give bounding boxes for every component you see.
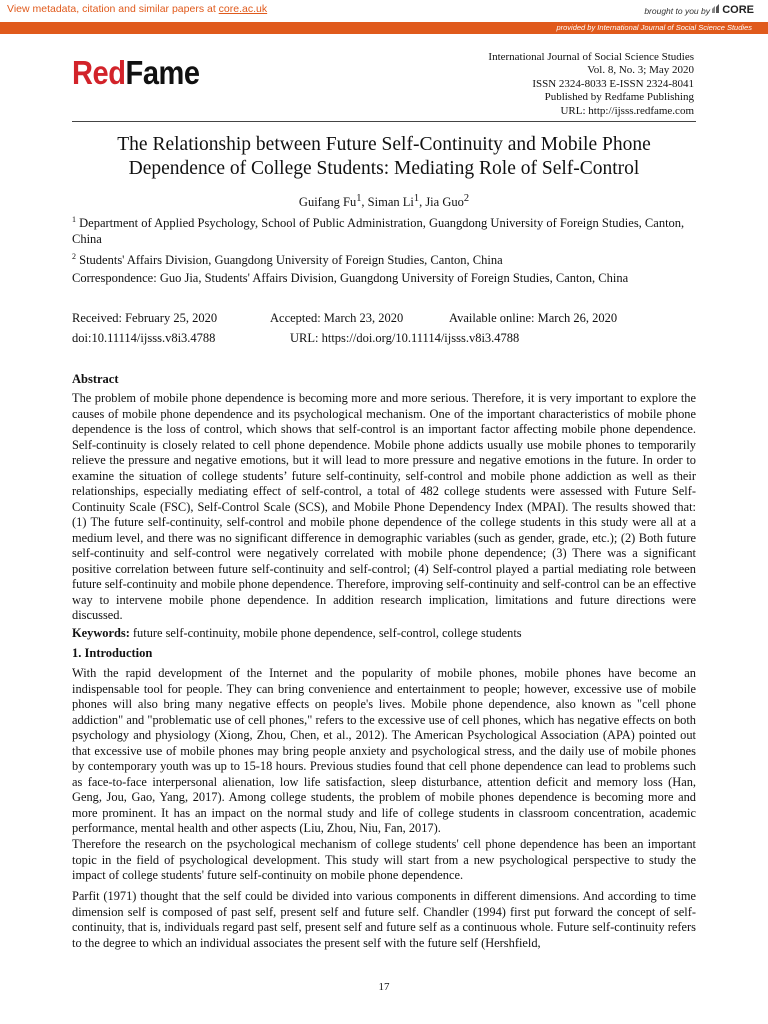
author-name: Siman Li	[367, 195, 414, 210]
doi-url[interactable]: URL: https://doi.org/10.11114/ijsss.v8i3.4788	[290, 331, 520, 345]
page-number: 17	[378, 981, 390, 993]
core-banner	[0, 0, 768, 34]
paper-title: The Relationship between Future Self-Continuity and Mobile Phone Dependence of College Students: Mediating Role of Self-Control	[117, 134, 651, 179]
journal-name: International Journal of Social Science Studies	[488, 51, 694, 63]
abstract-heading: Abstract	[72, 372, 119, 386]
abstract-text: The problem of mobile phone dependence is becoming more and more serious. Therefore, it is very important to explore the causes of mobile phone dependence and its psychological mechanism. One of the important characteristics of mobile phone dependence is the loss of control, which shows that self-control is an important factor affecting mobile phone dependence. Self-continuity is closely related to cell phone dependence. Mobile phone addicts usually use mobile phones to temporarily relieve the pressure and negative emotions, but it will lead to more pressure and negative emotions in the future. In order to examine the situation of college students’ future self-continuity, self-control and mobile phone addiction as well as their relationships, especially mediating effect of self-control, a total of 482 college students were assessed with Future Self-Continuity Scale (FSC), Self-Control Scale (SCS), and Mobile Phone Dependency Index (MPAI). The results showed that: (1) The future self-continuity, self-control and mobile phone dependence of the college students in this study were all at a medium level, and there was no significant difference in demographic variables (such as gender, grade, etc.); (2) Both future self-continuity and self-control were negatively correlated with mobile phone dependence; (3) There was a significant positive correlation between future self-continuity and self-control; (4) Self-control played a partial mediating role between future self-continuity and mobile phone dependence. Therefore, improving self-continuity and self-control can be an effective way to intervene mobile phone dependence. In addition research implication, limitations and future directions were discussed.	[72, 391, 696, 622]
keywords: Keywords: future self-continuity, mobile phone dependence, self-control, college students	[72, 626, 522, 640]
journal-url: URL: http://ijsss.redfame.com	[560, 104, 694, 117]
received-date: Received: February 25, 2020	[72, 311, 218, 325]
provided-by-text[interactable]: provided by International Journal of Social Science Studies	[556, 23, 752, 32]
correspondence: Correspondence: Guo Jia, Students' Affairs Division, Guangdong University of Foreign Studies, Canton, China	[72, 271, 629, 285]
core-logo-icon	[711, 3, 720, 14]
intro-paragraph-2: Therefore the research on the psychological mechanism of college students' cell phone dependence has been an important topic in the field of psychological development. This study will start from a new psychological perspective to study the impact of college students' future self-continuity on mobile phone dependence.	[72, 837, 696, 882]
brought-to-you-by-text: brought to you by	[644, 6, 710, 16]
core-metadata-link[interactable]: View metadata, citation and similar papers at core.ac.uk	[7, 3, 268, 15]
intro-heading: 1. Introduction	[72, 646, 153, 660]
core-provided-bar	[0, 22, 768, 34]
affiliation-2: $^2$ Students' Affairs Division, Guangdong University of Foreign Studies, Canton, China	[72, 252, 503, 268]
author-name: Jia Guo	[425, 195, 464, 210]
accepted-date: Accepted: March 23, 2020	[270, 311, 404, 325]
journal-issn: ISSN 2324-8033 E-ISSN 2324-8041	[532, 77, 694, 90]
core-logo[interactable]: CORE	[711, 3, 754, 16]
core-banner-top	[0, 0, 768, 23]
journal-publisher: Published by Redfame Publishing	[544, 91, 694, 104]
redfame-logo: RedFame	[72, 54, 200, 91]
header-rule	[72, 121, 696, 122]
journal-info	[488, 51, 694, 118]
core-ac-uk-link[interactable]: core.ac.uk	[218, 3, 268, 15]
intro-paragraph-1: With the rapid development of the Internet and the popularity of mobile phones, mobile phones have become an indispensable tool for people. They can bring convenience and entertainment to people; however, excessive use of mobile phones will also bring many negative effects on people's lives. Mobile phone dependence, also known as "cell phone addiction" and "problematic use of cell phones," refers to the excessive use of cell phones, which has negative effects on both psychology and physiology (Xiong, Zhou, Chen, et al., 2012). The American Psychological Association (APA) pointed out that excessive use of mobile phones may bring people anxiety and psychological stress, and the daily use of mobile phones by contemporary youth was up to 15-18 hours. Previous studies found that cell phone dependence can lead to problems such as face-to-face interpersonal alienation, low life satisfaction, sleep disturbance, attention deficit and memory loss (Han, Geng, Jou, Gao, Yang, 2017). Among college students, the problem of mobile phones dependence is becoming more and more prominent. It has an impact on the normal study and life of college students in classroom concentration, academic performance, mental health and other aspects (Liu, Zhou, Niu, Fan, 2017).	[72, 666, 696, 835]
affiliation-1: $^1$ Department of Applied Psychology, School of Public Administration, Guangdong University of Foreign Studies, Canton, China	[72, 215, 685, 246]
authors-line: Guifang Fu$^1$, Siman Li$^1$, Jia Guo$^2$	[298, 193, 470, 210]
intro-paragraph-3: Parfit (1971) thought that the self could be divided into various components in different dimensions. And according to time dimension self is composed of past self, present self and future self. Chandler (1994) first put forward the concept of self-continuity, that is, individuals regard past self, present self and future self as a continuous whole. Future self-continuity refers to the degree to which an individual associates the present self with the future self (Hershfield,	[72, 889, 696, 950]
doi: doi:10.11114/ijsss.v8i3.4788	[72, 331, 216, 345]
available-date: Available online: March 26, 2020	[449, 311, 618, 325]
journal-volume: Vol. 8, No. 3; May 2020	[587, 64, 694, 77]
author-name: Guifang Fu	[298, 195, 357, 210]
